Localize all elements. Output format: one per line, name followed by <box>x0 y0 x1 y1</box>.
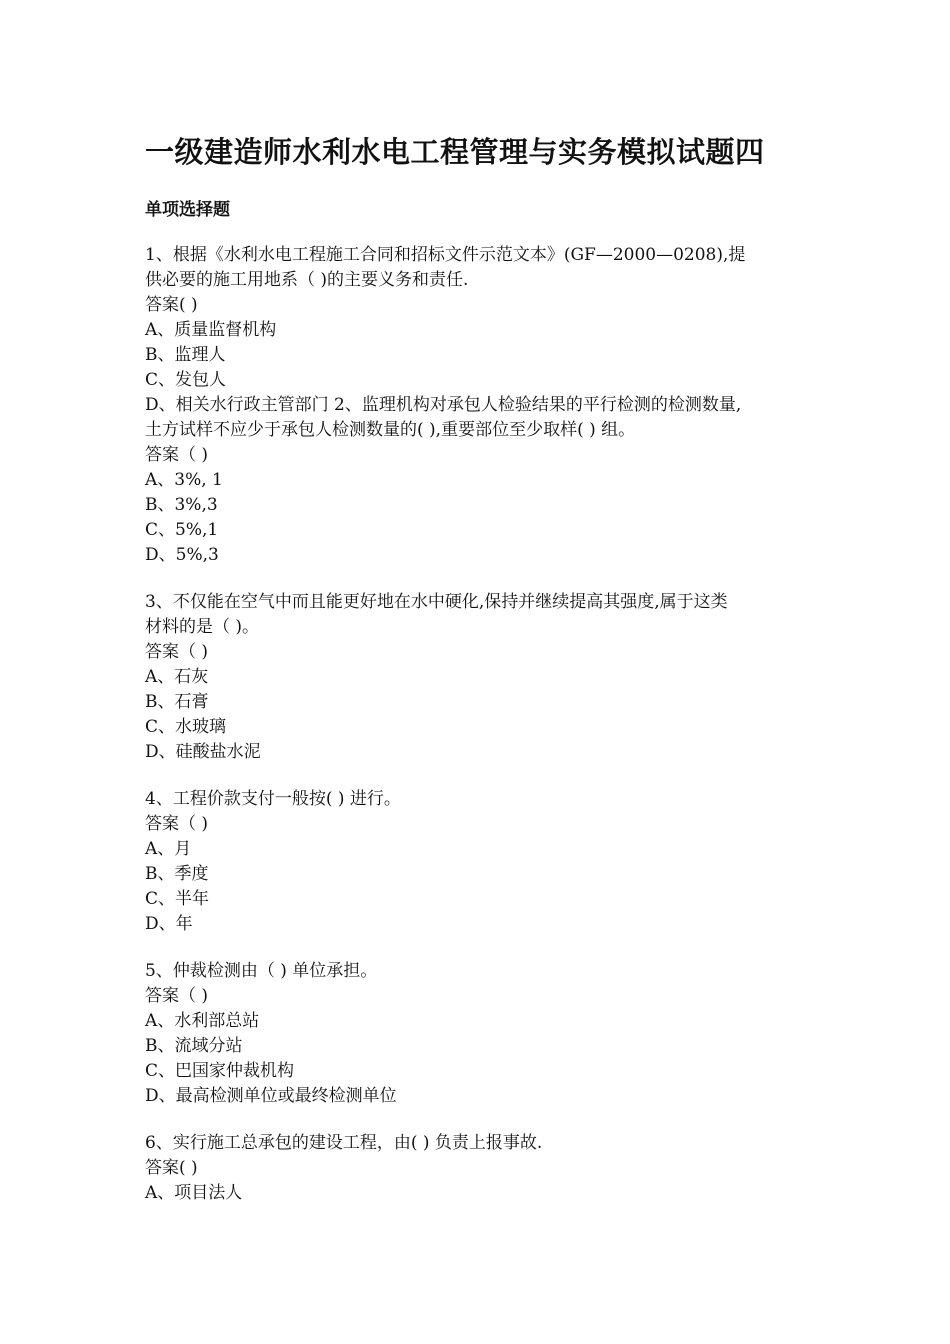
question-3-text-line-2: 材料的是（ )。 <box>145 617 260 637</box>
question-5-option-d: D、最高检测单位或最终检测单位 <box>145 1086 397 1106</box>
question-2-answer: 答案（ ) <box>145 445 209 465</box>
question-3-option-d: D、硅酸盐水泥 <box>145 742 261 762</box>
question-2-option-c: C、5%,1 <box>145 520 219 540</box>
question-3-text-line-1: 3、不仅能在空气中而且能更好地在水中硬化,保持并继续提高其强度,属于这类 <box>145 592 728 612</box>
question-4-option-a: A、月 <box>145 839 192 859</box>
question-6-answer: 答案( ) <box>145 1158 198 1178</box>
question-3-option-a: A、石灰 <box>145 667 209 687</box>
question-2-option-d: D、5%,3 <box>145 545 219 565</box>
question-4-text-line-1: 4、工程价款支付一般按( ) 进行。 <box>145 789 401 809</box>
question-4-option-d: D、年 <box>145 914 193 934</box>
section-heading: 单项选择题 <box>145 200 230 220</box>
question-2-text-line-2: 土方试样不应少于承包人检测数量的( ),重要部位至少取样( ) 组。 <box>145 420 636 440</box>
question-5-answer: 答案（ ) <box>145 986 209 1006</box>
question-1-option-c: C、发包人 <box>145 370 227 390</box>
question-1-text-line-1: 1、根据《水利水电工程施工合同和招标文件示范文本》(GF—2000—0208),提 <box>145 245 746 265</box>
question-5-text-line-1: 5、仲裁检测由（ ) 单位承担。 <box>145 961 378 981</box>
question-4-option-c: C、半年 <box>145 889 210 909</box>
document-title: 一级建造师水利水电工程管理与实务模拟试题四 <box>145 135 765 169</box>
question-2-option-b: B、3%,3 <box>145 495 218 515</box>
question-5-option-a: A、水利部总站 <box>145 1011 260 1031</box>
question-2-option-a: A、3%, 1 <box>145 470 223 490</box>
question-1-answer: 答案( ) <box>145 295 198 315</box>
question-4-option-b: B、季度 <box>145 864 209 884</box>
question-1-text-line-2: 供必要的施工用地系（ )的主要义务和责任. <box>145 270 469 290</box>
question-3-answer: 答案（ ) <box>145 642 209 662</box>
question-5-option-b: B、流域分站 <box>145 1036 243 1056</box>
question-5-option-c: C、巴国家仲裁机构 <box>145 1061 295 1081</box>
question-1-option-a: A、质量监督机构 <box>145 320 277 340</box>
question-3-option-c: C、水玻璃 <box>145 717 227 737</box>
question-1-option-b: B、监理人 <box>145 345 226 365</box>
question-1-option-d: D、相关水行政主管部门 2、监理机构对承包人检验结果的平行检测的检测数量, <box>145 395 742 415</box>
question-6-option-a: A、项目法人 <box>145 1183 243 1203</box>
question-6-text-line-1: 6、实行施工总承包的建设工程，由( ) 负责上报事故. <box>145 1133 543 1153</box>
question-3-option-b: B、石膏 <box>145 692 209 712</box>
question-4-answer: 答案（ ) <box>145 814 209 834</box>
